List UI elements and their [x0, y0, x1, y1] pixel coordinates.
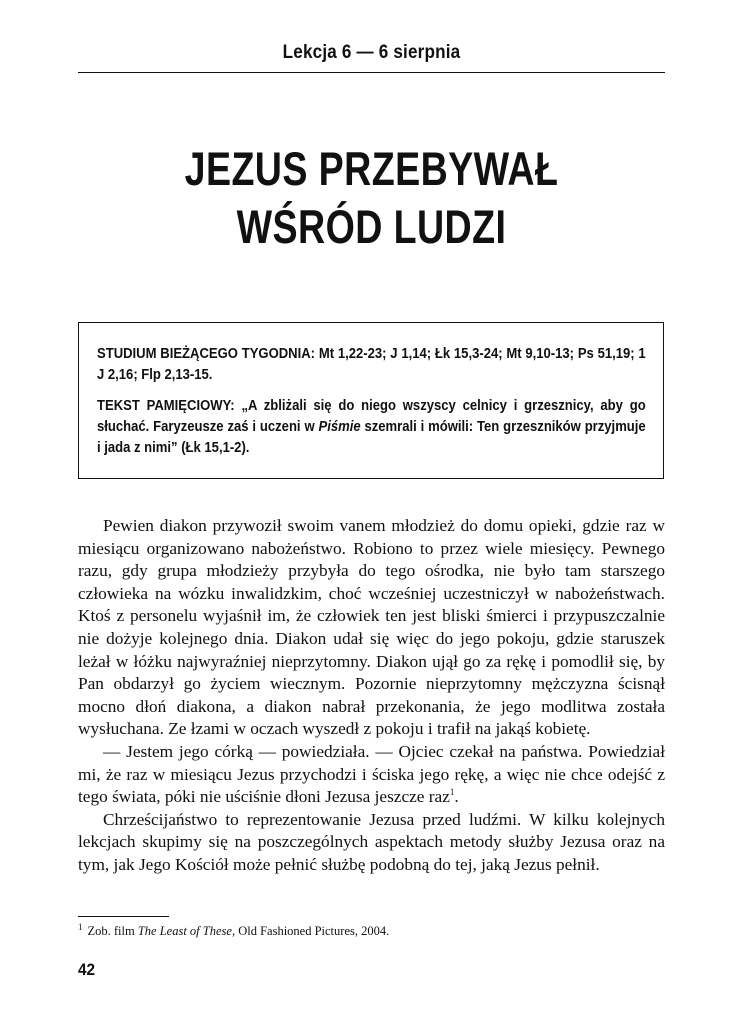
title-line-2: WŚRÓD LUDZI: [236, 200, 507, 253]
title-line-1: JEZUS PRZEBYWAŁ: [184, 142, 559, 195]
weekly-study: [97, 343, 646, 385]
footnote: [78, 923, 665, 939]
footnote-film-title: The Least of These: [137, 924, 232, 938]
study-box: [78, 322, 664, 479]
weekly-study-refs: Mt 1,22-23; J 1,14; Łk 15,3-24; Mt 9,10-13; Ps 51,19; 1 J 2,16; Flp 2,13-15.: [97, 345, 646, 383]
paragraph-2: [78, 741, 665, 809]
footnote-suffix: , Old Fashioned Pictures, 2004.: [231, 924, 390, 938]
footnote-divider: [78, 916, 169, 917]
memory-text-part2: szemrali i mówili: Ten grzeszników przyjmuje i jada z nimi” (Łk 15,1-2).: [97, 418, 646, 456]
footnote-number: 1: [78, 921, 83, 932]
weekly-study-label: STUDIUM BIEŻĄCEGO TYGODNIA:: [97, 345, 316, 362]
memory-text-part1: „A zbliżali się do niego wszyscy celnicy i grzesznicy, aby go słuchać. Faryzeusze zaś i uczeni w: [97, 397, 646, 435]
memory-text: [97, 395, 646, 458]
footnote-ref: 1: [449, 787, 455, 798]
memory-text-italic: Piśmie: [318, 418, 361, 435]
memory-text-label: TEKST PAMIĘCIOWY:: [97, 397, 235, 414]
body-text: [78, 515, 665, 877]
paragraph-2-text: — Jestem jego córką — powiedziała. — Ojciec czekał na państwa. Powiedział mi, że raz w miesiącu Jezus przychodzi i ściska jego rękę, a więc nie chce odejść z tego świata, póki nie uściśnie dłoni Jezusa jeszcze raz: [78, 741, 665, 807]
paragraph-3: Chrześcijaństwo to reprezentowanie Jezusa przed ludźmi. W kilku kolejnych lekcjach skupimy się na poszczególnych aspektach metody służby Jezusa oraz na tym, jak Jego Kościół może pełnić służbę podobną do tej, jaką Jezus pełnił.: [78, 809, 665, 874]
lesson-title: [78, 140, 665, 256]
header-divider: [78, 72, 665, 73]
page-number: 42: [78, 960, 96, 979]
paragraph-1: Pewien diakon przywoził swoim vanem młodzież do domu opieki, gdzie raz w miesiącu organizowano nabożeństwo. Robiono to przez wiele miesięcy. Pewnego razu, gdy grupa młodzieży przybyła do tego ośrodka, nie było tam starszego człowieka na wózku inwalidzkim, choć wcześniej uczestniczył w nabożeństwach. Ktoś z personelu wyjaśnił im, że człowiek ten jest bliski śmierci i przypuszczalnie nie dożyje kolejnego dnia. Diakon udał się więc do jego pokoju, gdzie staruszek leżał w łóżku najwyraźniej nieprzytomny. Diakon ujął go za rękę i pomodlił się, by Pan obdarzył go życiem wiecznym. Pozornie nieprzytomny mężczyzna ścisnął mocno dłoń diakona, a diakon nabrał przekonania, że jego modlitwa została wysłuchana. Ze łzami w oczach wyszedł z pokoju i trafił na jakąś kobietę.: [78, 516, 665, 739]
lesson-header: Lekcja 6 — 6 sierpnia: [282, 42, 461, 63]
footnote-prefix: Zob. film: [87, 924, 138, 938]
paragraph-2-end: .: [454, 787, 459, 807]
